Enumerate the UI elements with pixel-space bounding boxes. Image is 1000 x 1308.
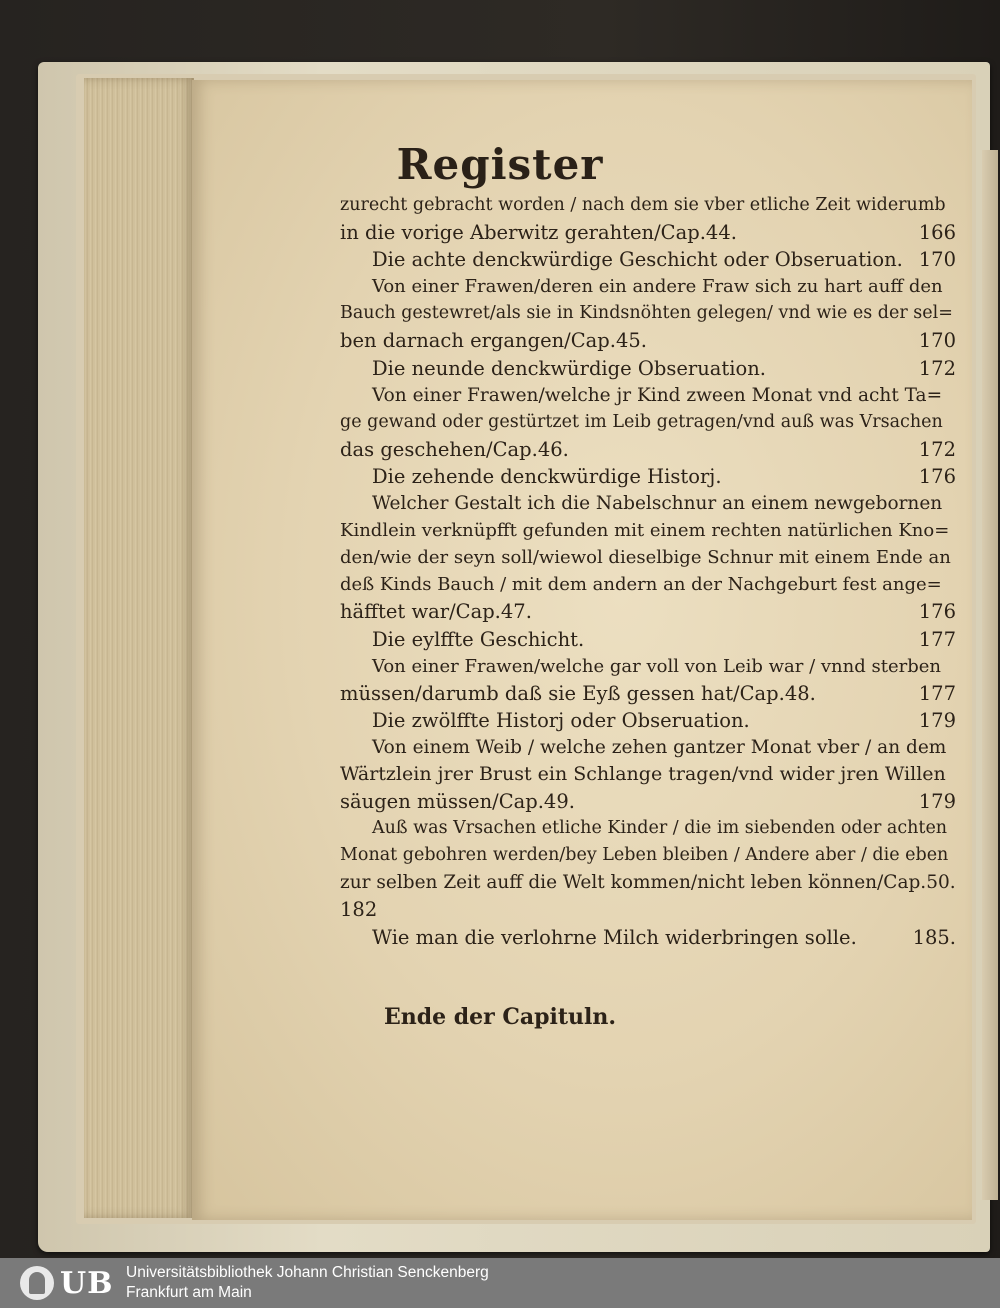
entry-page-number: 172 <box>918 437 956 461</box>
register-entry <box>340 734 960 761</box>
register-entry <box>340 598 960 625</box>
entry-page-number: 179 <box>918 708 956 732</box>
register-entry <box>340 842 960 869</box>
entry-page-number <box>956 517 960 544</box>
entry-text: Kindlein verknüpfft gefunden mit einem rechten natürlichen Kno= <box>340 520 950 542</box>
entry-page-number <box>956 571 960 598</box>
entry-text: 182 <box>340 898 378 922</box>
facing-page-edge <box>982 150 998 1200</box>
entry-page-number <box>956 544 960 571</box>
entry-page-number <box>956 869 960 896</box>
page-heading: Register <box>396 140 604 189</box>
register-entry <box>340 517 960 544</box>
entry-text: säugen müssen/Cap.49. <box>340 790 575 814</box>
entry-text: häfftet war/Cap.47. <box>340 600 532 624</box>
entry-page-number <box>956 896 960 923</box>
entry-page-number: 185. <box>912 925 956 949</box>
register-entry <box>340 924 960 951</box>
entry-text: ben darnach ergangen/Cap.45. <box>340 329 647 353</box>
register-entry <box>340 707 960 734</box>
entry-text: Die neunde denckwürdige Obseruation. <box>372 356 766 380</box>
entry-page-number: 177 <box>918 681 956 705</box>
register-entry <box>340 327 960 354</box>
entry-text: in die vorige Aberwitz gerahten/Cap.44. <box>340 221 737 245</box>
entry-page-number <box>956 490 960 517</box>
entry-text: das geschehen/Cap.46. <box>340 437 569 461</box>
register-entry <box>340 490 960 517</box>
page-edges <box>84 78 194 1218</box>
entry-page-number <box>956 842 960 869</box>
library-logo[interactable] <box>20 1264 116 1302</box>
register-entries <box>340 192 960 951</box>
register-entry <box>340 896 960 923</box>
logo-text: UB <box>60 1265 114 1301</box>
ending-line: Ende der Capituln. <box>383 1004 617 1030</box>
entry-page-number: 172 <box>918 356 956 380</box>
register-entry <box>340 219 960 246</box>
entry-page-number: 176 <box>918 600 956 624</box>
library-name: Universitätsbibliothek Johann Christian Senckenberg <box>126 1264 489 1281</box>
entry-page-number <box>956 409 960 436</box>
entry-page-number <box>956 300 960 327</box>
entry-text: Die zwölffte Historj oder Obseruation. <box>372 708 750 732</box>
entry-page-number <box>956 192 960 219</box>
register-entry <box>340 463 960 490</box>
entry-text: Von einem Weib / welche zehen gantzer Monat vber / an dem <box>372 736 947 758</box>
entry-text: Monat gebohren werden/bey Leben bleiben / Andere aber / die eben <box>340 845 949 866</box>
entry-text: Von einer Frawen/deren ein andere Fraw sich zu hart auff den <box>372 276 943 298</box>
register-entry <box>340 273 960 300</box>
entry-text: Welcher Gestalt ich die Nabelschnur an einem newgebornen <box>372 493 943 515</box>
entry-page-number <box>956 273 960 300</box>
register-entry <box>340 192 960 219</box>
entry-text: Die achte denckwürdige Geschicht oder Obseruation. <box>372 248 903 272</box>
entry-text: deß Kinds Bauch / mit dem andern an der Nachgeburt fest ange= <box>340 574 942 596</box>
register-entry <box>340 355 960 382</box>
entry-page-number <box>956 653 960 680</box>
entry-text: Auß was Vrsachen etliche Kinder / die im siebenden oder achten <box>372 818 948 839</box>
entry-text: den/wie der seyn soll/wiewol dieselbige Schnur mit einem Ende an <box>340 547 951 569</box>
register-entry <box>340 382 960 409</box>
register-entry <box>340 626 960 653</box>
entry-text: Von einer Frawen/welche jr Kind zween Monat vnd acht Ta= <box>372 384 943 406</box>
library-footer <box>0 1258 1000 1308</box>
register-entry <box>340 436 960 463</box>
register-entry <box>340 761 960 788</box>
entry-page-number: 170 <box>918 248 956 272</box>
entry-text: Wärtzlein jrer Brust ein Schlange tragen/vnd wider jren Willen <box>340 762 946 785</box>
entry-page-number: 166 <box>918 221 956 245</box>
register-entry <box>340 815 960 842</box>
register-entry <box>340 300 960 327</box>
entry-page-number: 176 <box>918 464 956 488</box>
entry-text: Bauch gestewret/als sie in Kindsnöhten gelegen/ vnd wie es der sel= <box>340 303 953 324</box>
entry-page-number <box>956 761 960 788</box>
entry-text: Die eylffte Geschicht. <box>372 627 585 651</box>
register-entry <box>340 788 960 815</box>
register-entry <box>340 680 960 707</box>
entry-text: zur selben Zeit auff die Welt kommen/nicht leben können/Cap.50. <box>340 872 956 894</box>
register-entry <box>340 869 960 896</box>
library-emblem-icon <box>20 1266 54 1300</box>
entry-text: ge gewand oder gestürtzet im Leib getragen/vnd auß was Vrsachen <box>340 411 943 432</box>
entry-page-number: 177 <box>918 627 956 651</box>
entry-text: zurecht gebracht worden / nach dem sie vber etliche Zeit widerumb <box>340 195 946 215</box>
entry-text: Die zehende denckwürdige Historj. <box>372 464 722 488</box>
register-entry <box>340 409 960 436</box>
register-entry <box>340 544 960 571</box>
entry-page-number: 179 <box>918 790 956 814</box>
register-entry <box>340 571 960 598</box>
library-city: Frankfurt am Main <box>126 1284 252 1301</box>
entry-page-number <box>956 815 960 842</box>
register-entry <box>340 653 960 680</box>
entry-text: Wie man die verlohrne Milch widerbringen solle. <box>372 925 857 949</box>
register-entry <box>340 246 960 273</box>
entry-text: Von einer Frawen/welche gar voll von Leib war / vnnd sterben <box>372 655 941 677</box>
entry-page-number <box>956 734 960 761</box>
entry-page-number: 170 <box>918 329 956 353</box>
entry-text: müssen/darumb daß sie Eyß gessen hat/Cap.48. <box>340 681 816 705</box>
entry-page-number <box>956 382 960 409</box>
